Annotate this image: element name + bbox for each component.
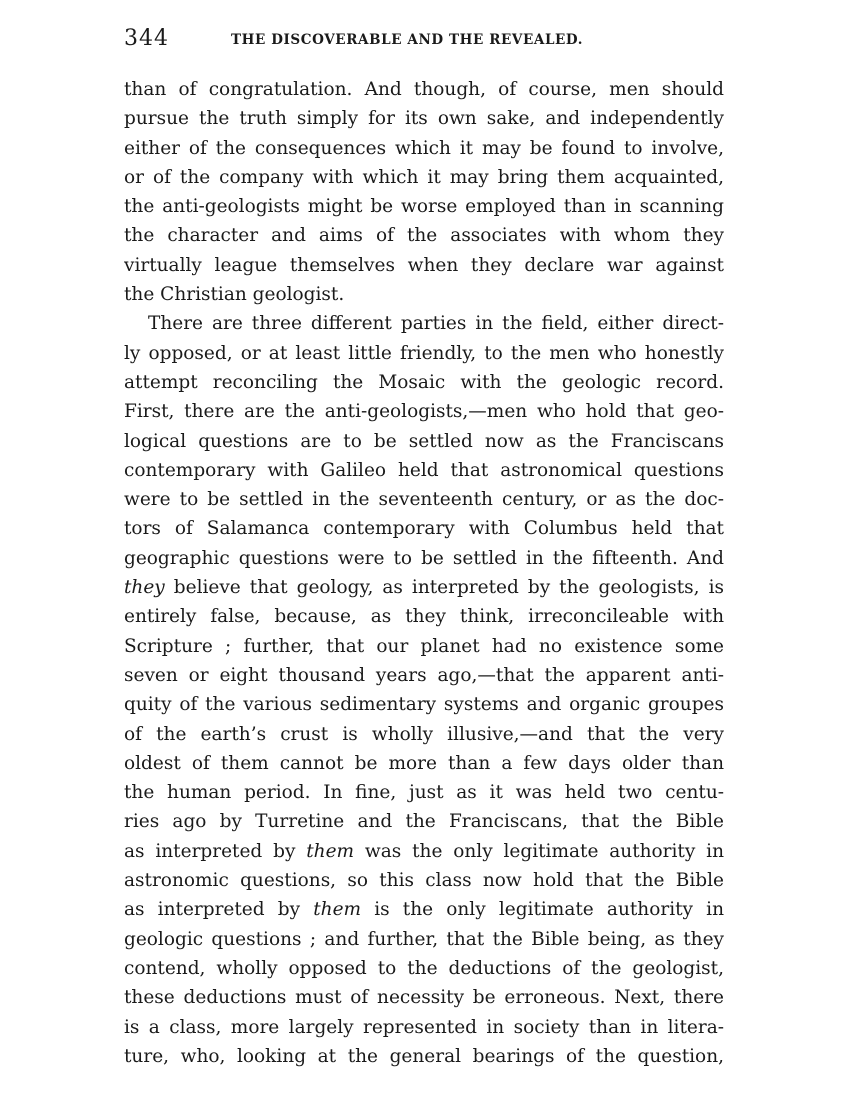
text-segment: tors of Salamanca contemporary with Columbus held that (124, 518, 724, 540)
text-segment: the Christian geologist. (124, 284, 345, 306)
text-line (124, 778, 724, 807)
italic-text: they (124, 577, 165, 599)
text-segment: Scripture ; further, that our planet had no existence some (124, 635, 724, 657)
text-segment: First, there are the anti-geologists,—men who hold that geo- (124, 401, 724, 423)
text-segment: entirely false, because, as they think, irreconcileable with (124, 606, 724, 628)
text-segment: of the earth’s crust is wholly illusive,—and that the very (124, 723, 724, 745)
text-line (124, 895, 724, 924)
text-line (124, 544, 724, 573)
running-title: THE DISCOVERABLE AND THE REVEALED. (231, 32, 584, 48)
text-segment: geologic questions ; and further, that the Bible being, as they (124, 928, 724, 950)
body-text (124, 75, 724, 1071)
text-line (124, 632, 724, 661)
text-line (124, 134, 724, 163)
text-line (124, 75, 724, 104)
text-line (124, 368, 724, 397)
text-segment: pursue the truth simply for its own sake, and independently (124, 108, 724, 130)
text-segment: is a class, more largely represented in society than in litera- (124, 1016, 724, 1038)
page-number: 344 (124, 26, 169, 51)
text-line (124, 807, 724, 836)
text-segment: these deductions must of necessity be erroneous. Next, there (124, 987, 724, 1009)
text-line (124, 251, 724, 280)
text-line (124, 514, 724, 543)
text-segment: as interpreted by (124, 840, 307, 862)
text-segment: contemporary with Galileo held that astronomical questions (124, 459, 724, 481)
text-line (124, 427, 724, 456)
text-segment: geographic questions were to be settled in the fifteenth. And (124, 547, 724, 569)
text-line (124, 720, 724, 749)
text-segment: quity of the various sedimentary systems and organic groupes (124, 694, 724, 716)
text-line (124, 163, 724, 192)
text-line (124, 485, 724, 514)
text-segment: were to be settled in the seventeenth century, or as the doc- (124, 489, 724, 511)
text-line (124, 280, 724, 309)
text-segment: oldest of them cannot be more than a few days older than (124, 752, 724, 774)
text-line (124, 866, 724, 895)
text-line (124, 221, 724, 250)
text-segment: logical questions are to be settled now as the Franciscans (124, 430, 724, 452)
text-segment: ries ago by Turretine and the Franciscans, that the Bible (124, 811, 724, 833)
text-segment: the human period. In fine, just as it was held two centu- (124, 782, 724, 804)
text-line (124, 1013, 724, 1042)
text-segment: ture, who, looking at the general bearings of the question, (124, 1045, 724, 1067)
text-line (124, 573, 724, 602)
italic-text: them (306, 840, 355, 862)
running-head (124, 26, 724, 58)
text-segment: contend, wholly opposed to the deductions of the geologist, (124, 957, 724, 979)
text-segment: either of the consequences which it may be found to involve, (124, 137, 724, 159)
text-segment: is the only legitimate authority in (361, 899, 724, 921)
text-segment: the character and aims of the associates with whom they (124, 225, 724, 247)
italic-text: them (313, 899, 362, 921)
text-line (124, 1042, 724, 1071)
text-line (124, 192, 724, 221)
text-segment: astronomic questions, so this class now hold that the Bible (124, 870, 724, 892)
text-line (124, 309, 724, 338)
text-segment: than of congratulation. And though, of course, men should (124, 79, 724, 100)
text-line (124, 456, 724, 485)
text-segment: the anti-geologists might be worse employed than in scanning (124, 196, 724, 218)
text-segment: or of the company with which it may bring them acquainted, (124, 166, 724, 188)
text-line (124, 749, 724, 778)
text-segment: believe that geology, as interpreted by the geologists, is (164, 577, 724, 599)
text-segment: ly opposed, or at least little friendly, to the men who honestly (124, 342, 724, 364)
text-segment: attempt reconciling the Mosaic with the geologic record. (124, 371, 724, 393)
text-segment: was the only legitimate authority in (354, 840, 724, 862)
text-line (124, 690, 724, 719)
text-line (124, 925, 724, 954)
text-segment: seven or eight thousand years ago,—that the apparent anti- (124, 664, 724, 686)
text-line (124, 837, 724, 866)
text-line (124, 397, 724, 426)
text-segment: There are three different parties in the field, either direct- (148, 313, 724, 335)
text-line (124, 661, 724, 690)
text-line (124, 602, 724, 631)
text-line (124, 983, 724, 1012)
text-segment: virtually league themselves when they declare war against (124, 254, 724, 276)
text-line (124, 954, 724, 983)
text-line (124, 339, 724, 368)
text-line (124, 104, 724, 133)
text-segment: as interpreted by (124, 899, 314, 921)
